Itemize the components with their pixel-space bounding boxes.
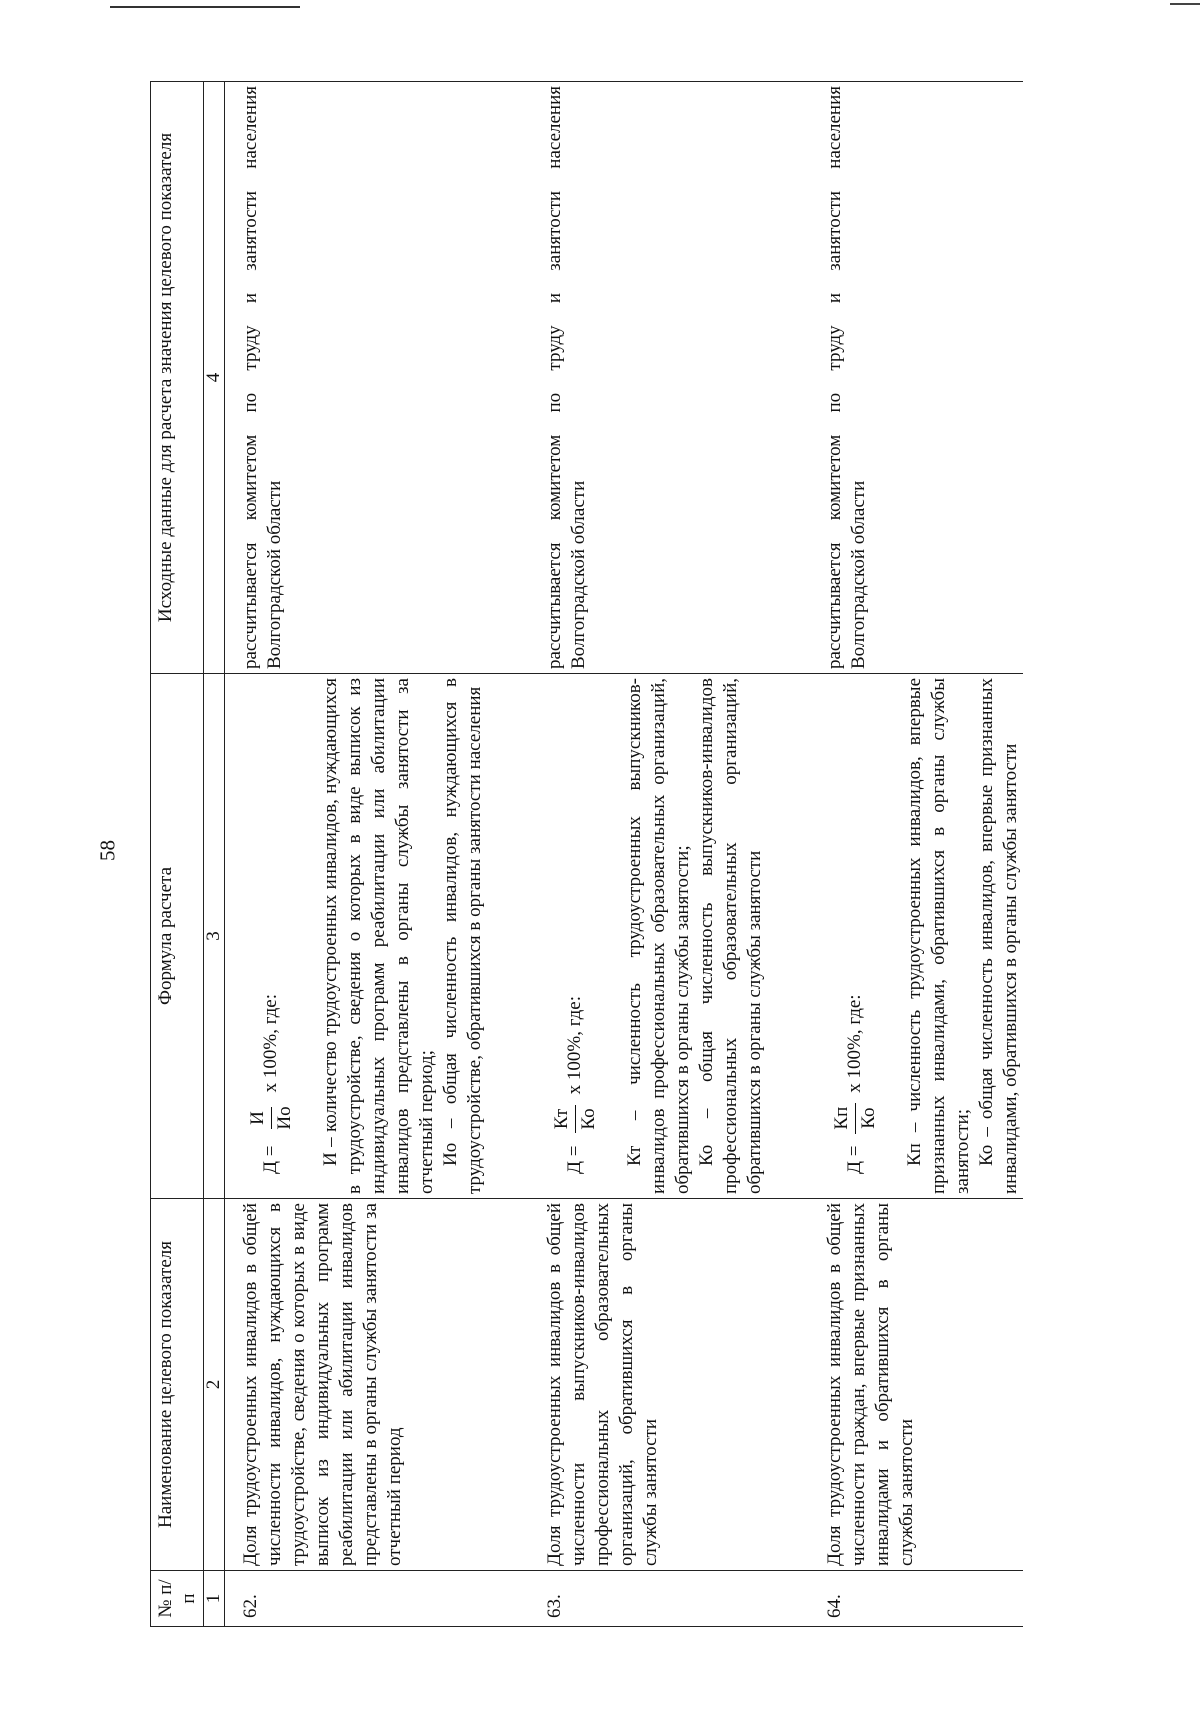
formula-definition: Кп – численность трудоустроенных инвалидов, впервые признанных инвалидами, обратившихся в органы службы занятости; xyxy=(904,678,973,1194)
formula-definition: Кт – численность трудоустроенных выпускников-инвалидов профессиональных образовательных организаций, обратившихся в органы службы занятости; xyxy=(624,678,693,1194)
formula-denominator: Ко xyxy=(577,1108,599,1130)
column-number-4: 4 xyxy=(204,82,225,674)
table-row-62 xyxy=(225,82,488,1627)
source-data: рассчитывается комитетом по труду и занятости населения Волгоградской области xyxy=(529,82,767,674)
formula-fraction xyxy=(549,1104,602,1133)
source-data: рассчитывается комитетом по труду и занятости населения Волгоградской области xyxy=(225,82,488,674)
formula-definition: Ко – общая численность инвалидов, впервые признанных инвалидами, обратившихся в органы службы занятости xyxy=(976,678,1021,1194)
formula-definition: Ио – общая численность инвалидов, нуждающихся в трудоустройстве, обратившихся в органы занятости населения xyxy=(440,678,485,1194)
formula-cell xyxy=(809,674,1023,1199)
formula-numerator: Кп xyxy=(829,1103,856,1134)
formula-cell xyxy=(529,674,767,1199)
row-number: 62. xyxy=(225,1571,488,1627)
indicator-name: Доля трудоустроенных инвалидов в общей численности выпускников-инвалидов профессиональных образовательных организаций, обратившихся в органы службы занятости xyxy=(529,1199,767,1571)
table-header-row xyxy=(151,82,204,1627)
indicators-table xyxy=(150,81,1023,1627)
formula xyxy=(239,678,303,1194)
header-number: № п/п xyxy=(151,1571,204,1627)
formula-rhs: х 100%, где: xyxy=(844,994,865,1093)
formula-numerator: Кт xyxy=(549,1105,576,1133)
formula-definition: И – количество трудоустроенных инвалидов, нуждающихся в трудоустройстве, сведения о которых в виде выписок из индивидуальных программ реабилитации или абилитации инвалидов представлены в органы службы занятости за отчетный период; xyxy=(320,678,437,1194)
formula-rhs: х 100%, где: xyxy=(564,996,585,1095)
page-number: 58 xyxy=(95,840,120,861)
column-number-3: 3 xyxy=(204,674,225,1199)
row-spacer xyxy=(767,82,809,1627)
formula-lhs: Д = xyxy=(844,1145,865,1174)
rotated-table-container xyxy=(150,82,1050,1627)
header-indicator-name: Наименование целевого показателя xyxy=(151,1199,204,1571)
indicator-name: Доля трудоустроенных инвалидов в общей численности инвалидов, нуждающихся в трудоустройстве, сведения о которых в виде выписок из индивидуальных программ реабилитации или абилитации инвалидов представлены в органы службы занятости за отчетный период xyxy=(225,1199,488,1571)
row-number: 63. xyxy=(529,1571,767,1627)
table-column-numbers-row xyxy=(204,82,225,1627)
header-source-data: Исходные данные для расчета значения целевого показателя xyxy=(151,82,204,674)
formula-definition: Ко – общая численность выпускников-инвалидов профессиональных образовательных организаций, обратившихся в органы службы занятости xyxy=(696,678,765,1194)
formula xyxy=(823,678,887,1194)
column-number-1: 1 xyxy=(204,1571,225,1627)
formula-fraction xyxy=(829,1103,882,1134)
formula-lhs: Д = xyxy=(564,1145,585,1174)
scan-edge-line xyxy=(110,6,300,8)
formula-cell xyxy=(225,674,488,1199)
row-number: 64. xyxy=(809,1571,1023,1627)
formula-denominator: Ио xyxy=(273,1106,295,1130)
formula-numerator: И xyxy=(245,1107,272,1129)
formula-denominator: Ко xyxy=(857,1107,879,1129)
table-row-63 xyxy=(529,82,767,1627)
indicator-name: Доля трудоустроенных инвалидов в общей численности граждан, впервые признанных инвалидами и обратившихся в органы службы занятости xyxy=(809,1199,1023,1571)
source-data: рассчитывается комитетом по труду и занятости населения Волгоградской области xyxy=(809,82,1023,674)
table-row-64 xyxy=(809,82,1023,1627)
column-number-2: 2 xyxy=(204,1199,225,1571)
formula-rhs: х 100%, где: xyxy=(260,994,281,1093)
row-spacer xyxy=(487,82,529,1627)
formula-lhs: Д = xyxy=(260,1145,281,1174)
header-formula: Формула расчета xyxy=(151,674,204,1199)
scan-edge-mark xyxy=(1170,3,1200,5)
formula xyxy=(543,678,607,1194)
formula-fraction xyxy=(245,1102,298,1133)
